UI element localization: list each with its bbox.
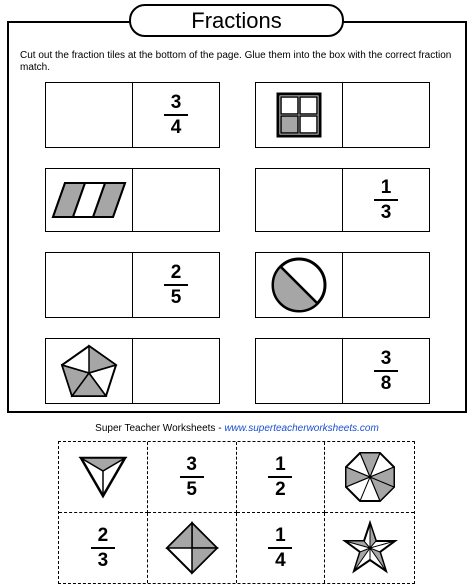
tile-diamond[interactable]: [148, 513, 237, 584]
denominator: 5: [186, 478, 197, 500]
instructions-text: Cut out the fraction tiles at the bottom of the page. Glue them into the box with the correct fraction match.: [20, 50, 452, 73]
numerator: 2: [97, 524, 109, 546]
denominator: 3: [380, 202, 392, 223]
tile-octagon[interactable]: [325, 442, 414, 513]
denominator: 2: [275, 478, 286, 500]
match-box-8-right: [342, 339, 429, 403]
match-box-1-right: [132, 83, 219, 147]
fraction-bar: [180, 476, 204, 478]
fraction-bar: [164, 284, 188, 286]
numerator: 1: [275, 524, 286, 546]
page-title: [129, 4, 344, 37]
match-box-8-left-slot[interactable]: [256, 339, 342, 403]
fraction-two-fifths: [164, 263, 188, 307]
match-box-8[interactable]: [255, 338, 430, 404]
match-box-3-right-slot[interactable]: [132, 169, 219, 231]
fraction-bar: [374, 199, 398, 201]
match-box-2-right-slot[interactable]: [342, 83, 429, 147]
match-box-6[interactable]: [255, 252, 430, 318]
fraction-two-thirds: [91, 526, 115, 570]
fraction-bar: [268, 476, 292, 478]
numerator: 3: [186, 453, 197, 475]
diamond-quarters-icon: [164, 520, 220, 576]
denominator: 5: [170, 287, 182, 308]
parallelogram-thirds-icon: [51, 180, 127, 220]
fraction-one-half: [268, 455, 292, 499]
match-box-4-right: [342, 169, 429, 231]
cutout-tiles-grid: [58, 441, 415, 584]
fraction-three-eighths: [374, 349, 398, 393]
fraction-bar: [91, 547, 115, 549]
fraction-three-fifths: [180, 455, 204, 499]
fraction-three-quarters: [164, 93, 188, 137]
fraction-one-quarter: [268, 526, 292, 570]
match-box-2[interactable]: [255, 82, 430, 148]
octagon-eighths-icon: [343, 450, 397, 504]
page-title-text: Fractions: [191, 7, 282, 33]
denominator: 3: [97, 549, 109, 571]
fraction-bar: [164, 114, 188, 116]
credit-line: [0, 423, 474, 434]
denominator: 4: [170, 117, 182, 138]
credit-url-link[interactable]: www.superteacherworksheets.com: [224, 423, 379, 434]
numerator: 1: [275, 453, 286, 475]
match-box-5[interactable]: [45, 252, 220, 318]
fraction-bar: [374, 370, 398, 372]
tile-star[interactable]: [325, 513, 414, 584]
match-box-5-left-slot[interactable]: [46, 253, 132, 317]
fraction-one-third: [374, 178, 398, 222]
match-box-2-left: [256, 83, 342, 147]
match-box-3[interactable]: [45, 168, 220, 232]
match-box-3-left: [46, 169, 132, 231]
match-box-1[interactable]: [45, 82, 220, 148]
triangle-thirds-icon: [78, 454, 128, 500]
match-box-7-right-slot[interactable]: [132, 339, 219, 403]
match-box-7[interactable]: [45, 338, 220, 404]
denominator: 8: [380, 373, 392, 394]
tile-one-half[interactable]: [237, 442, 326, 513]
square-grid-quarter-shaded-icon: [275, 91, 323, 139]
numerator: 2: [170, 262, 182, 283]
match-box-4[interactable]: [255, 168, 430, 232]
tile-one-quarter[interactable]: [237, 513, 326, 584]
numerator: 3: [170, 92, 182, 113]
match-box-6-left: [256, 253, 342, 317]
circle-half-shaded-icon: [270, 256, 328, 314]
star-tenths-icon: [342, 520, 398, 576]
match-box-7-left: [46, 339, 132, 403]
tile-three-fifths[interactable]: [148, 442, 237, 513]
match-box-5-right: [132, 253, 219, 317]
credit-text: Super Teacher Worksheets -: [95, 423, 225, 434]
match-box-6-right-slot[interactable]: [342, 253, 429, 317]
tile-triangle[interactable]: [59, 442, 148, 513]
match-box-4-left-slot[interactable]: [256, 169, 342, 231]
numerator: 1: [380, 177, 392, 198]
match-box-1-left-slot[interactable]: [46, 83, 132, 147]
pentagon-fifths-icon: [59, 343, 119, 399]
numerator: 3: [380, 348, 392, 369]
fraction-bar: [268, 547, 292, 549]
denominator: 4: [275, 549, 286, 571]
tile-two-thirds[interactable]: [59, 513, 148, 584]
